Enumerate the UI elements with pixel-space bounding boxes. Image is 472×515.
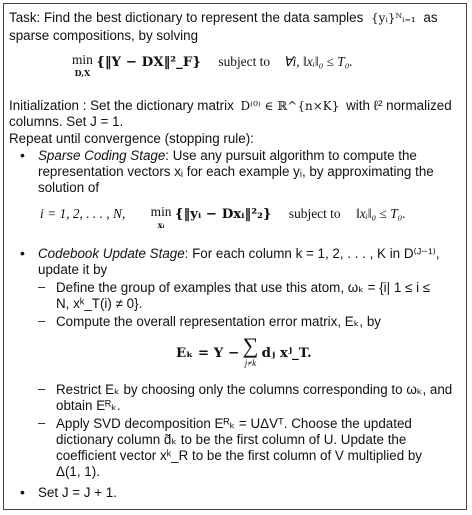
bullet-icon: • [20, 484, 25, 500]
task-equation [72, 54, 353, 79]
sparse-stage-title: Sparse Coding Stage [38, 148, 166, 163]
define-group-line-1: Define the group of examples that use this atom, ωₖ = {i| 1 ≤ i ≤ [56, 280, 431, 295]
sparse-equation [40, 206, 406, 231]
error-rhs: dⱼ xʲ_T. [261, 345, 312, 361]
repeat-line: Repeat until convergence (stopping rule): [9, 131, 254, 146]
error-lhs: Eₖ = Y − [176, 345, 240, 361]
svd-line-3: coefficient vector xᵏ_R to be the first column of V multiplied by [56, 448, 423, 463]
min-operator: min [72, 52, 93, 67]
min-operator: min [150, 204, 172, 219]
sigma-icon: ∑ [242, 333, 259, 358]
sparse-stage-line-3: solution of [38, 180, 100, 195]
bullet-icon: • [20, 245, 25, 261]
init-text-end: with ℓ² normalized [346, 98, 452, 113]
codebook-stage-title: Codebook Update Stage [38, 246, 185, 261]
sparse-constraint: ‖xᵢ‖₀ ≤ T₀. [355, 206, 406, 221]
sparse-stage-line-2: representation vectors xᵢ for each example yᵢ, by approximating the [38, 164, 434, 179]
subject-to-label: subject to [218, 54, 271, 69]
init-line-2: columns. Set J = 1. [9, 114, 124, 129]
sum-subscript: j≠k [244, 358, 257, 368]
subject-to-label: subject to [288, 206, 341, 221]
dash-icon: – [38, 381, 46, 396]
codebook-stage-line-2: update it by [38, 262, 108, 277]
task-text: Task: Find the best dictionary to represent the data samples [9, 10, 364, 25]
final-step-line: Set J = J + 1. [38, 485, 117, 500]
init-text: Initialization : Set the dictionary matrix [9, 98, 234, 113]
sparse-objective: {‖yᵢ − Dxᵢ‖²₂} [174, 206, 272, 222]
task-text-end: as [423, 10, 438, 25]
svd-line-2: dictionary column d̃ₖ to be the first column of U. Update the [56, 432, 407, 447]
sparse-stage-text: : Use any pursuit algorithm to compute the [165, 148, 417, 163]
objective-expression: {‖Y − DX‖²_F} [96, 54, 201, 70]
codebook-stage-line-1 [38, 246, 440, 262]
task-line-1 [9, 10, 438, 26]
svd-line-1: Apply SVD decomposition Eᴿₖ = UΔVᵀ. Choose the updated [56, 416, 412, 431]
dash-icon: – [38, 415, 46, 430]
svd-line-4: Δ(1, 1). [56, 464, 100, 479]
error-equation [176, 333, 312, 370]
dash-icon: – [38, 313, 46, 328]
data-set-notation: {yᵢ}ᴺᵢ₌₁ [371, 11, 416, 25]
constraint-expression: ∀i, ‖xᵢ‖₀ ≤ T₀. [283, 54, 353, 69]
init-line-1 [9, 98, 452, 114]
restrict-line-1: Restrict Eₖ by choosing only the columns corresponding to ωₖ, and [56, 382, 453, 397]
compute-error-line: Compute the overall representation error matrix, Eₖ, by [56, 314, 381, 329]
init-matrix: D⁽⁰⁾ ∈ ℝ^{n×K} [240, 99, 340, 113]
restrict-line-2: obtain Eᴿₖ. [56, 398, 121, 413]
codebook-stage-text: : For each column k = 1, 2, . . . , K in D⁽ᴶ⁻¹⁾, [184, 246, 440, 261]
dash-icon: – [38, 279, 46, 294]
define-group-line-2: N, xᵏ_T(i) ≠ 0}. [56, 296, 143, 311]
min-subscript: D,X [74, 68, 91, 78]
sparse-stage-line-1 [38, 148, 417, 164]
min-subscript: xᵢ [157, 220, 165, 230]
index-range: i = 1, 2, . . . , N, [40, 206, 126, 221]
bullet-icon: • [20, 147, 25, 163]
task-line-2: sparse compositions, by solving [9, 28, 199, 43]
sum-operator [242, 333, 259, 370]
